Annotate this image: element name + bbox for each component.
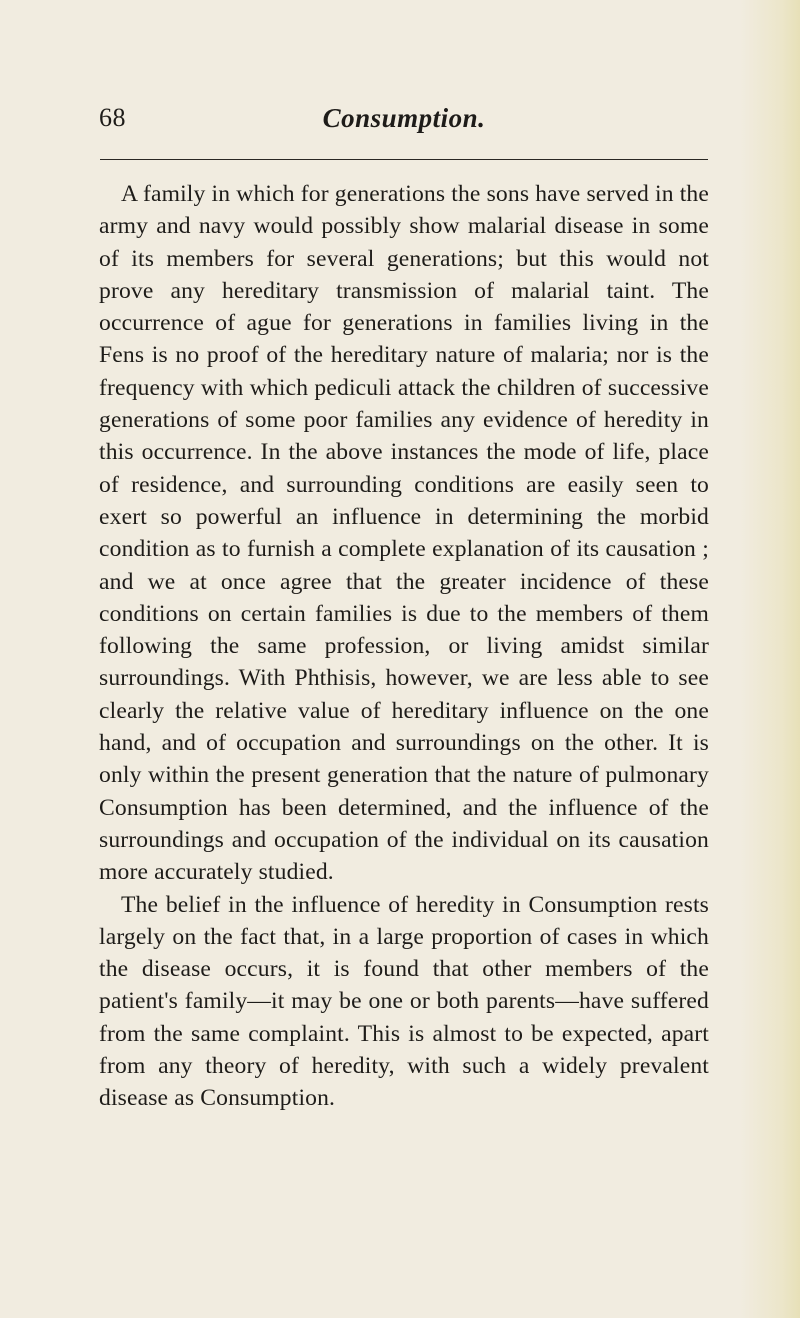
paragraph-1: A family in which for generations the sons have served in the army and navy would possibly show malarial disease in some of its members for several generations; but this would not prove any hereditary transmission of malarial taint. The occurrence of ague for generations in families living in the Fens is no proof of the hereditary nature of malaria; nor is the frequency with which pediculi attack the children of successive generations of some poor families any evidence of heredity in this occurrence. In the above instances the mode of life, place of residence, and surrounding conditions are easily seen to exert so powerful an influence in determining the morbid condition as to furnish a complete explanation of its causation ; and we at once agree that the greater incidence of these conditions on certain families is due to the members of them following the same profession, or living amidst similar surroundings. With Phthisis, however, we are less able to see clearly the relative value of hereditary influence on the one hand, and of occupation and surroundings on the other. It is only within the present generation that the nature of pulmonary Consumption has been determined, and the influence of the surroundings and occupation of the individual on its causation more accurately studied. xyxy=(99,181,709,886)
paragraph-2: The belief in the influence of heredity in Consumption rests largely on the fact that, in a large proportion of cases in which the disease occurs, it is found that other members of the patient's family—it may be one or both parents—have suffered from the same complaint. This is almost to be expected, apart from any theory of heredity, with such a widely prevalent disease as Consumption. xyxy=(99,891,709,1112)
running-title: Consumption. xyxy=(322,103,486,133)
header-rule xyxy=(100,159,708,160)
body-text xyxy=(99,178,709,1115)
page-header xyxy=(99,98,709,138)
page-number: 68 xyxy=(99,103,126,132)
page-edge-discoloration xyxy=(740,0,800,1318)
